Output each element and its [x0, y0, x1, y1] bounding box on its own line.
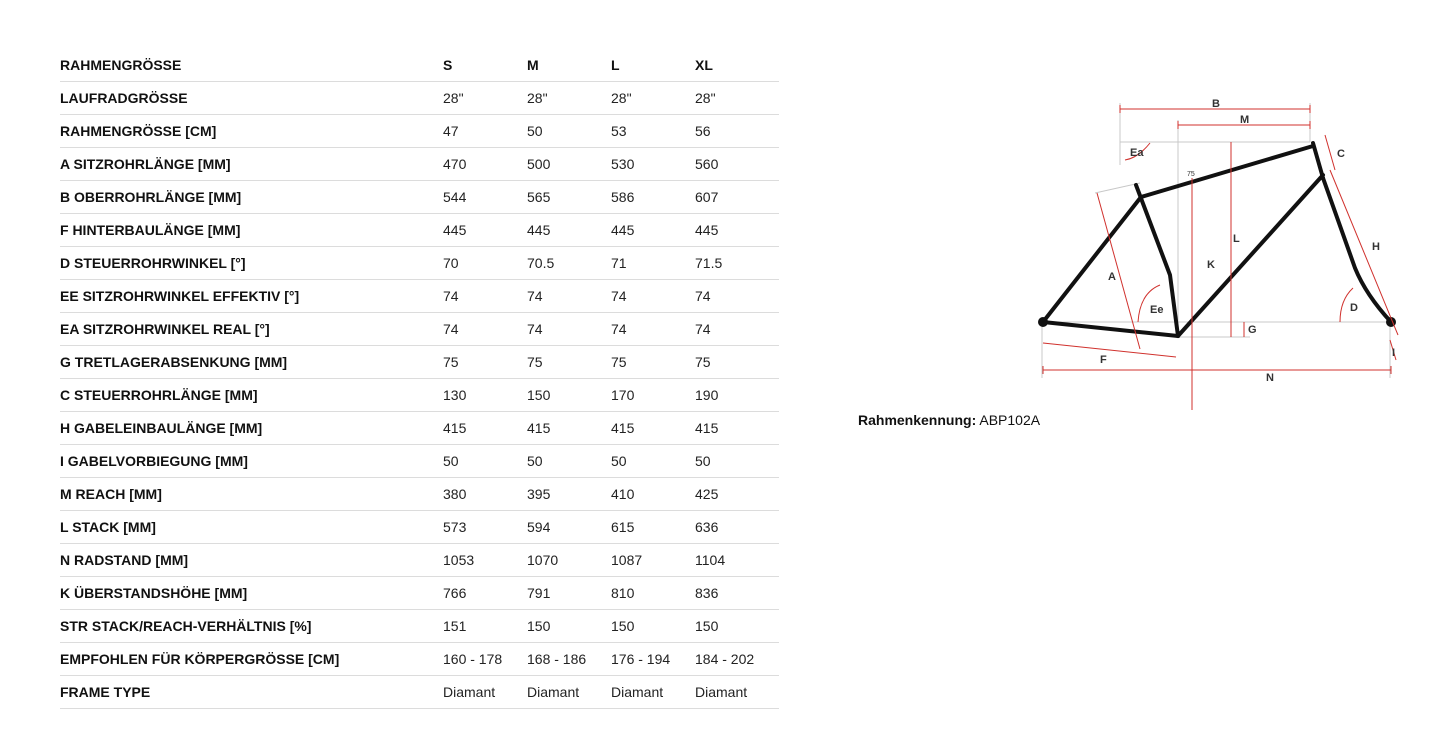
table-row — [60, 148, 779, 181]
row-label: C STEUERROHRLÄNGE [MM] — [60, 379, 443, 412]
row-value: 1070 — [527, 544, 611, 577]
header-size-4: XL — [695, 49, 779, 82]
row-value: 415 — [527, 412, 611, 445]
label-f: F — [1100, 354, 1107, 366]
table-row — [60, 643, 779, 676]
row-value: 74 — [695, 313, 779, 346]
row-value: 500 — [527, 148, 611, 181]
chain-stay — [1043, 322, 1178, 336]
row-value: 184 - 202 — [695, 643, 779, 676]
label-ee: Ee — [1150, 304, 1164, 316]
label-ea: Ea — [1130, 147, 1144, 159]
row-label: I GABELVORBIEGUNG [MM] — [60, 445, 443, 478]
table-row — [60, 181, 779, 214]
row-value: 560 — [695, 148, 779, 181]
label-i: I — [1392, 347, 1396, 359]
table-row — [60, 379, 779, 412]
table-row — [60, 280, 779, 313]
row-value: 415 — [611, 412, 695, 445]
row-label: N RADSTAND [MM] — [60, 544, 443, 577]
fork — [1323, 178, 1391, 322]
row-value: 445 — [611, 214, 695, 247]
row-label: RAHMENGRÖSSE [CM] — [60, 115, 443, 148]
row-value: 150 — [611, 610, 695, 643]
row-value: 74 — [695, 280, 779, 313]
row-value: 170 — [611, 379, 695, 412]
table-row — [60, 247, 779, 280]
header-size-2: M — [527, 49, 611, 82]
row-value: Diamant — [527, 676, 611, 709]
row-value: 445 — [443, 214, 527, 247]
row-value: 410 — [611, 478, 695, 511]
row-value: 74 — [611, 313, 695, 346]
header-size-3: L — [611, 49, 695, 82]
row-value: 50 — [695, 445, 779, 478]
row-value: 150 — [527, 379, 611, 412]
row-value: 56 — [695, 115, 779, 148]
row-label: FRAME TYPE — [60, 676, 443, 709]
row-value: 53 — [611, 115, 695, 148]
row-value: 791 — [527, 577, 611, 610]
table-header-row — [60, 49, 779, 82]
row-value: 565 — [527, 181, 611, 214]
label-k: K — [1207, 259, 1215, 271]
table-row — [60, 445, 779, 478]
row-value: 190 — [695, 379, 779, 412]
frame-code-label: Rahmenkennung: — [858, 412, 977, 428]
label-75: 75 — [1187, 171, 1195, 178]
row-value: 766 — [443, 577, 527, 610]
row-value: 50 — [527, 115, 611, 148]
table-row — [60, 511, 779, 544]
row-value: 836 — [695, 577, 779, 610]
frame-code — [858, 412, 1040, 428]
row-label: B OBERROHRLÄNGE [MM] — [60, 181, 443, 214]
row-value: 74 — [611, 280, 695, 313]
label-l: L — [1233, 233, 1240, 245]
row-label: L STACK [MM] — [60, 511, 443, 544]
row-value: 74 — [527, 313, 611, 346]
rear-dropout — [1040, 319, 1046, 325]
row-label: F HINTERBAULÄNGE [MM] — [60, 214, 443, 247]
row-value: 70.5 — [527, 247, 611, 280]
row-value: 607 — [695, 181, 779, 214]
row-value: 573 — [443, 511, 527, 544]
header-frame-size: RAHMENGRÖSSE — [60, 49, 443, 82]
label-h: H — [1372, 241, 1380, 253]
row-value: 530 — [611, 148, 695, 181]
row-value: 176 - 194 — [611, 643, 695, 676]
row-value: 71.5 — [695, 247, 779, 280]
table-row — [60, 214, 779, 247]
row-value: 445 — [695, 214, 779, 247]
row-value: 160 - 178 — [443, 643, 527, 676]
row-value: 1087 — [611, 544, 695, 577]
down-tube — [1178, 175, 1323, 336]
row-value: 75 — [611, 346, 695, 379]
row-label: LAUFRADGRÖSSE — [60, 82, 443, 115]
row-label: EMPFOHLEN FÜR KÖRPERGRÖSSE [CM] — [60, 643, 443, 676]
label-m: M — [1240, 114, 1250, 126]
row-value: 380 — [443, 478, 527, 511]
row-value: 74 — [527, 280, 611, 313]
row-value: 415 — [443, 412, 527, 445]
row-value: 74 — [443, 313, 527, 346]
row-value: 470 — [443, 148, 527, 181]
row-label: K ÜBERSTANDSHÖHE [MM] — [60, 577, 443, 610]
row-value: 1053 — [443, 544, 527, 577]
row-value: 544 — [443, 181, 527, 214]
frame-geometry-diagram — [1020, 90, 1410, 420]
row-value: 395 — [527, 478, 611, 511]
geometry-table — [60, 49, 779, 709]
row-value: 810 — [611, 577, 695, 610]
row-value: 586 — [611, 181, 695, 214]
label-c: C — [1337, 148, 1345, 160]
row-value: 75 — [527, 346, 611, 379]
row-label: EE SITZROHRWINKEL EFFEKTIV [°] — [60, 280, 443, 313]
row-value: 74 — [443, 280, 527, 313]
row-label: H GABELEINBAULÄNGE [MM] — [60, 412, 443, 445]
row-value: 50 — [611, 445, 695, 478]
row-value: 636 — [695, 511, 779, 544]
label-a: A — [1108, 271, 1116, 283]
table-row — [60, 82, 779, 115]
label-b: B — [1212, 98, 1220, 110]
row-value: 615 — [611, 511, 695, 544]
table-row — [60, 346, 779, 379]
row-value: 71 — [611, 247, 695, 280]
row-label: EA SITZROHRWINKEL REAL [°] — [60, 313, 443, 346]
head-tube — [1313, 143, 1323, 178]
row-value: 28" — [695, 82, 779, 115]
row-value: 50 — [527, 445, 611, 478]
top-tube — [1141, 146, 1313, 197]
label-n: N — [1266, 372, 1274, 384]
table-row — [60, 115, 779, 148]
table-body — [60, 82, 779, 709]
seat-stay — [1043, 197, 1141, 322]
table-row — [60, 610, 779, 643]
row-value: 28" — [611, 82, 695, 115]
row-label: STR STACK/REACH-VERHÄLTNIS [%] — [60, 610, 443, 643]
row-value: 28" — [527, 82, 611, 115]
row-label: G TRETLAGERABSENKUNG [MM] — [60, 346, 443, 379]
table-row — [60, 676, 779, 709]
header-size-1: S — [443, 49, 527, 82]
row-value: 130 — [443, 379, 527, 412]
row-value: 415 — [695, 412, 779, 445]
row-value: 151 — [443, 610, 527, 643]
row-value: 75 — [695, 346, 779, 379]
row-value: 594 — [527, 511, 611, 544]
row-value: 47 — [443, 115, 527, 148]
frame-tubes — [1040, 143, 1394, 336]
row-value: 70 — [443, 247, 527, 280]
row-value: 445 — [527, 214, 611, 247]
row-value: 28" — [443, 82, 527, 115]
table-row — [60, 478, 779, 511]
row-value: Diamant — [443, 676, 527, 709]
label-g: G — [1248, 324, 1257, 336]
row-value: 50 — [443, 445, 527, 478]
row-value: Diamant — [611, 676, 695, 709]
row-value: 1104 — [695, 544, 779, 577]
row-label: D STEUERROHRWINKEL [°] — [60, 247, 443, 280]
row-label: M REACH [MM] — [60, 478, 443, 511]
row-value: 150 — [695, 610, 779, 643]
row-label: A SITZROHRLÄNGE [MM] — [60, 148, 443, 181]
row-value: 150 — [527, 610, 611, 643]
label-d: D — [1350, 302, 1358, 314]
guide-lines — [1042, 103, 1395, 378]
row-value: 168 - 186 — [527, 643, 611, 676]
row-value: 75 — [443, 346, 527, 379]
table-row — [60, 577, 779, 610]
table-row — [60, 313, 779, 346]
table-row — [60, 544, 779, 577]
table-row — [60, 412, 779, 445]
frame-code-value: ABP102A — [979, 412, 1041, 428]
row-value: Diamant — [695, 676, 779, 709]
row-value: 425 — [695, 478, 779, 511]
